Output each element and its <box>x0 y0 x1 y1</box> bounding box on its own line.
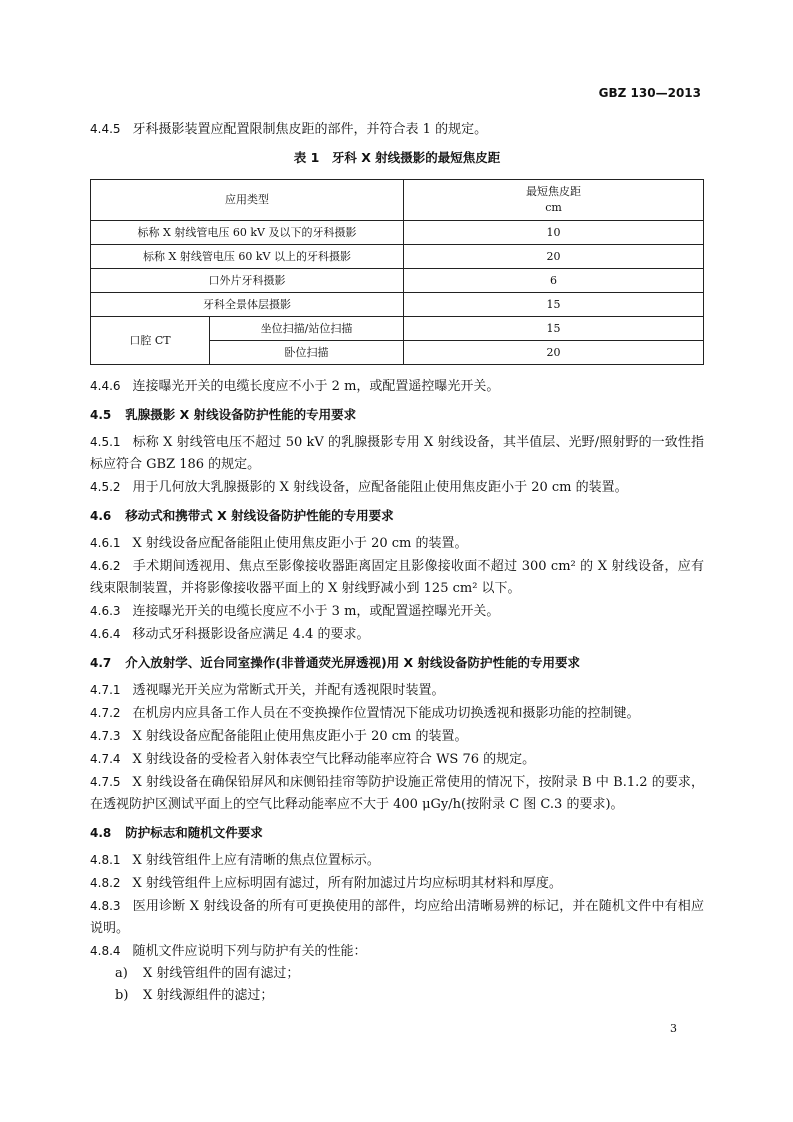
section-title: 防护标志和随机文件要求 <box>125 825 263 840</box>
clause-number: 4.6.1 <box>90 536 121 550</box>
clause-text: 随机文件应说明下列与防护有关的性能： <box>132 944 367 959</box>
table-cell-type: 标称 X 射线管电压 60 kV 以上的牙科摄影 <box>91 245 404 269</box>
section-title: 移动式和携带式 X 射线设备防护性能的专用要求 <box>125 508 394 523</box>
clause-text: X 射线设备应配备能阻止使用焦皮距小于 20 cm 的装置。 <box>132 729 468 744</box>
clause-text: 用于几何放大乳腺摄影的 X 射线设备，应配备能阻止使用焦皮距小于 20 cm 的装置。 <box>132 480 628 495</box>
table-cell-type: 标称 X 射线管电压 60 kV 及以下的牙科摄影 <box>91 221 404 245</box>
table-cell-type: 牙科全景体层摄影 <box>91 293 404 317</box>
clause-text: 医用诊断 X 射线设备的所有可更换使用的部件，均应给出清晰易辨的标记，并在随机文件中有相应说明。 <box>90 899 704 936</box>
table-cell-value: 15 <box>404 317 704 341</box>
list-text: X 射线源组件的滤过； <box>143 988 274 1003</box>
table-header-distance-label: 最短焦皮距 <box>526 185 581 198</box>
table-cell-value: 10 <box>404 221 704 245</box>
clause-number: 4.7.3 <box>90 729 121 743</box>
table-header-row <box>91 180 704 221</box>
section-heading-4-7 <box>90 652 704 674</box>
table-row <box>91 245 704 269</box>
clause-number: 4.5.2 <box>90 480 121 494</box>
clause-number: 4.5.1 <box>90 435 121 449</box>
section-heading-4-8 <box>90 822 704 844</box>
clause-4-6-2 <box>90 555 704 600</box>
section-title: 乳腺摄影 X 射线设备防护性能的专用要求 <box>125 407 357 422</box>
list-label: a) <box>115 966 128 981</box>
table-header-distance <box>404 180 704 221</box>
table-1 <box>90 179 704 365</box>
table-cell-ct-group: 口腔 CT <box>91 317 210 365</box>
table-cell-value: 20 <box>404 341 704 365</box>
table-row <box>91 221 704 245</box>
clause-4-8-3 <box>90 895 704 940</box>
page-number: 3 <box>670 1022 677 1035</box>
clause-number: 4.8.2 <box>90 876 121 890</box>
section-heading-4-5 <box>90 404 704 426</box>
clause-4-7-1 <box>90 679 704 702</box>
table-cell-subtype: 坐位扫描/站位扫描 <box>210 317 404 341</box>
clause-number: 4.8.3 <box>90 899 121 913</box>
clause-4-4-6 <box>90 375 704 398</box>
list-item <box>90 963 704 985</box>
clause-4-7-2 <box>90 702 704 725</box>
page-content <box>90 118 704 1007</box>
section-heading-4-6 <box>90 505 704 527</box>
table-header-type: 应用类型 <box>91 180 404 221</box>
clause-number: 4.6.3 <box>90 604 121 618</box>
clause-4-6-3 <box>90 600 704 623</box>
clause-4-6-4 <box>90 623 704 646</box>
clause-number: 4.7.5 <box>90 775 121 789</box>
clause-text: 连接曝光开关的电缆长度应不小于 2 m，或配置遥控曝光开关。 <box>132 379 500 394</box>
clause-text: 牙科摄影装置应配置限制焦皮距的部件，并符合表 1 的规定。 <box>132 122 488 137</box>
clause-number: 4.7.2 <box>90 706 121 720</box>
list-text: X 射线管组件的固有滤过； <box>143 966 300 981</box>
list-item <box>90 985 704 1007</box>
clause-4-8-4 <box>90 940 704 963</box>
section-number: 4.8 <box>90 826 112 840</box>
table-header-unit: cm <box>545 201 562 214</box>
table-row <box>91 317 704 341</box>
table-cell-value: 15 <box>404 293 704 317</box>
clause-number: 4.8.4 <box>90 944 121 958</box>
clause-4-6-1 <box>90 532 704 555</box>
clause-number: 4.7.4 <box>90 752 121 766</box>
clause-text: 透视曝光开关应为常断式开关，并配有透视限时装置。 <box>132 683 445 698</box>
clause-number: 4.6.2 <box>90 559 121 573</box>
clause-text: 连接曝光开关的电缆长度应不小于 3 m，或配置遥控曝光开关。 <box>132 604 500 619</box>
table-row <box>91 293 704 317</box>
list-label: b) <box>115 988 129 1003</box>
clause-4-8-2 <box>90 872 704 895</box>
table-cell-subtype: 卧位扫描 <box>210 341 404 365</box>
clause-text: 手术期间透视用、焦点至影像接收器距离固定且影像接收面不超过 300 cm² 的 X 射线设备，应有线束限制装置，并将影像接收器平面上的 X 射线野减小到 125 cm² 以下。 <box>90 559 704 596</box>
table-row <box>91 269 704 293</box>
clause-number: 4.6.4 <box>90 627 121 641</box>
table-cell-value: 20 <box>404 245 704 269</box>
clause-text: 在机房内应具备工作人员在不变换操作位置情况下能成功切换透视和摄影功能的控制键。 <box>132 706 640 721</box>
section-number: 4.5 <box>90 408 112 422</box>
clause-4-5-2 <box>90 476 704 499</box>
clause-4-5-1 <box>90 431 704 476</box>
clause-4-7-4 <box>90 748 704 771</box>
table-cell-value: 6 <box>404 269 704 293</box>
standard-number: GBZ 130—2013 <box>598 86 701 100</box>
clause-text: X 射线设备在确保铅屏风和床侧铅挂帘等防护设施正常使用的情况下，按附录 B 中 B.1.2 的要求，在透视防护区测试平面上的空气比释动能率应不大于 400 μGy/h(按附录 C 图 C.3 的要求)。 <box>90 775 704 812</box>
section-number: 4.6 <box>90 509 112 523</box>
clause-text: X 射线设备应配备能阻止使用焦皮距小于 20 cm 的装置。 <box>132 536 468 551</box>
clause-number: 4.7.1 <box>90 683 121 697</box>
clause-4-4-5 <box>90 118 704 141</box>
clause-text: X 射线管组件上应标明固有滤过，所有附加滤过片均应标明其材料和厚度。 <box>132 876 562 891</box>
table-1-title: 表 1 牙科 X 射线摄影的最短焦皮距 <box>293 150 501 165</box>
clause-text: 标称 X 射线管电压不超过 50 kV 的乳腺摄影专用 X 射线设备，其半值层、光野/照射野的一致性指标应符合 GBZ 186 的规定。 <box>90 435 704 472</box>
clause-text: X 射线设备的受检者入射体表空气比释动能率应符合 WS 76 的规定。 <box>132 752 536 767</box>
clause-4-8-1 <box>90 849 704 872</box>
clause-4-7-3 <box>90 725 704 748</box>
table-cell-type: 口外片牙科摄影 <box>91 269 404 293</box>
clause-number: 4.4.5 <box>90 122 121 136</box>
clause-number: 4.8.1 <box>90 853 121 867</box>
clause-4-7-5 <box>90 771 704 816</box>
clause-text: X 射线管组件上应有清晰的焦点位置标示。 <box>132 853 380 868</box>
clause-text: 移动式牙科摄影设备应满足 4.4 的要求。 <box>132 627 370 642</box>
section-title: 介入放射学、近台同室操作(非普通荧光屏透视)用 X 射线设备防护性能的专用要求 <box>125 655 581 670</box>
clause-number: 4.4.6 <box>90 379 121 393</box>
section-number: 4.7 <box>90 656 112 670</box>
